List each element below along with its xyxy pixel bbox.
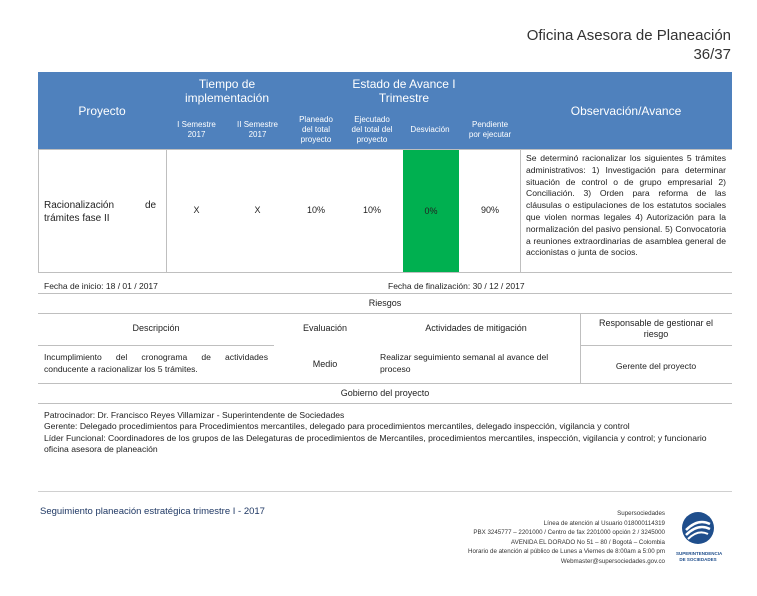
ejecutado-header: Ejecutado del total del proyecto: [344, 110, 400, 149]
gobierno-text: [44, 410, 730, 455]
planeado-header: Planeado del total proyecto: [288, 110, 344, 149]
desviacion-header: Desviación: [400, 110, 460, 149]
footer-line2: PBX 3245777 – 2201000 / Centro de fax 2201000 opción 2 / 3245000: [473, 529, 665, 536]
supersociedades-logo: [676, 510, 723, 562]
patrocinador-line: Patrocinador: Dr. Francisco Reyes Villamizar - Superintendente de Sociedades: [44, 410, 345, 420]
project-name: Racionalización trámites fase II: [44, 200, 115, 224]
semestre1-header: I Semestre 2017: [166, 110, 227, 149]
footer-contact: [365, 509, 665, 566]
evaluacion-text: Medio: [312, 359, 338, 369]
tiempo-header: Tiempo de implementación: [166, 72, 288, 110]
evaluacion-label: Evaluación: [302, 323, 348, 333]
office-title: Oficina Asesora de Planeación: [526, 27, 731, 44]
logo-text: SUPERINTENDENCIA DE SOCIEDADES: [676, 551, 723, 562]
responsable-label: Responsable de gestionar el riesgo: [598, 318, 714, 339]
footer-line4: Horario de atención al público de Lunes a Viernes de 8:00am a 5:00 pm: [468, 548, 665, 555]
descripcion-label: Descripción: [132, 323, 180, 333]
riesgos-title: Riesgos: [368, 298, 402, 308]
observacion-text: Se determinó racionalizar los siguientes 5 trámites administrativos: 1) Investigación para determinar situación de control o de grupo empresarial 2) Conciliación. 3) Orden para reforma de las cláusulas o estipulaciones de los estatutos sociales que violen normas legales 4) Autorización para la normalización del pasivo pensional. 5) Convocatoria a reuniones extraordinarias de asamblea general de accionistas o junta de socios.: [526, 153, 726, 258]
fecha-fin: Fecha de finalización: 30 / 12 / 2017: [388, 281, 525, 291]
planeado-value: 10%: [306, 204, 325, 215]
page-number: 36/37: [693, 46, 731, 63]
lider-line: Líder Funcional: Coordinadores de los grupos de las Delegaturas de procedimientos de Mercantiles, procedimientos mercantiles, inspección, vigilancia y control; y funcionario oficina asesora de planeación: [44, 432, 707, 454]
footer-line3: AVENIDA EL DORADO No 51 – 80 / Bogotá – Colombia: [510, 538, 665, 546]
semestre1-mark: X: [193, 204, 200, 215]
gerente-line: Gerente: Delegado procedimientos para Procedimientos mercantiles, delegado para procedimientos mercantiles, delegado inspección, vigilancia y control: [44, 421, 630, 432]
desviacion-value-cell: [403, 150, 459, 272]
mitigacion-text: Realizar seguimiento semanal al avance del proceso: [380, 352, 549, 374]
observacion-header: Observación/Avance: [520, 72, 732, 149]
estado-header: Estado de Avance I Trimestre: [288, 72, 520, 110]
responsable-text: Gerente del proyecto: [615, 361, 697, 371]
project-de: de: [145, 200, 157, 211]
semestre2-header: II Semestre 2017: [227, 110, 288, 149]
pendiente-header: Pendiente por ejecutar: [460, 110, 520, 149]
logo-emblem-icon: [676, 510, 720, 546]
semestre2-mark: X: [254, 204, 261, 215]
desviacion-value: 0%: [424, 205, 438, 216]
descripcion-text: Incumplimiento del cronograma de actividades conducente a racionalizar los 5 trámites.: [44, 352, 268, 374]
footer-line5: Webmaster@supersociedades.gov.co: [560, 557, 665, 565]
mitigacion-label: Actividades de mitigación: [425, 323, 527, 333]
proyecto-header: Proyecto: [38, 72, 166, 149]
pendiente-value: 90%: [480, 204, 499, 215]
ejecutado-value: 10%: [362, 204, 381, 215]
footer-line1: Línea de atención al Usuario 018000114319: [543, 519, 665, 527]
footer-org: Supersociedades: [617, 510, 665, 517]
footer-left: Seguimiento planeación estratégica trimestre I - 2017: [40, 506, 265, 517]
fecha-inicio: Fecha de inicio: 18 / 01 / 2017: [44, 281, 158, 291]
gobierno-title: Gobierno del proyecto: [340, 388, 430, 398]
